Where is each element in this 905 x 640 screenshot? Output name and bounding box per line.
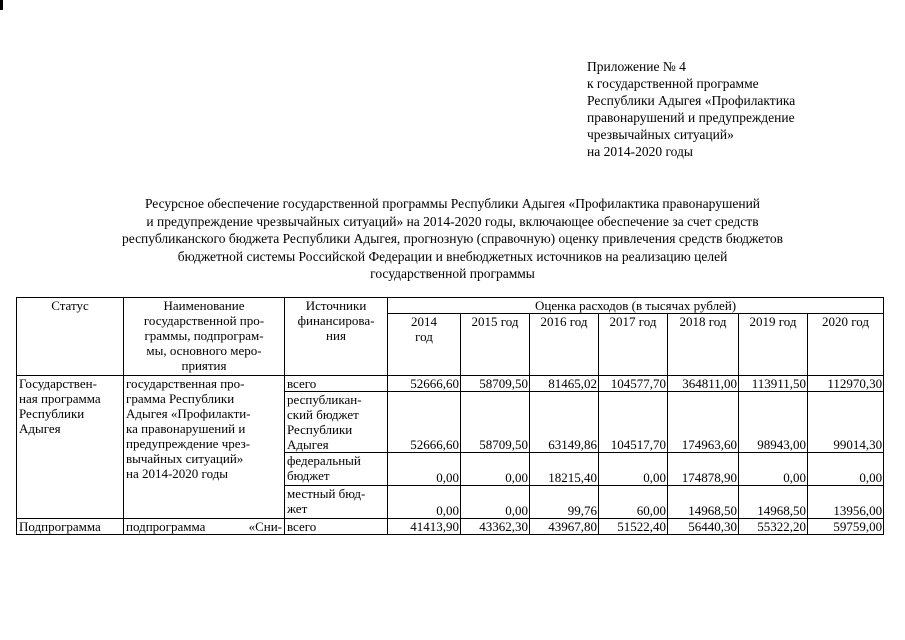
header-year-2019: 2019 год (739, 314, 808, 376)
value-cell: 58709,50 (461, 376, 530, 392)
value-cell: 51522,40 (599, 519, 668, 535)
value-cell: 0,00 (388, 453, 461, 486)
document-title: Ресурсное обеспечение государственной программы Республики Адыгея «Профилактика правонарушений и предупреждение чрезвычайных ситуаций» на 2014-2020 годы, включающее обеспечение за счет средств республиканского бюджета Республики Адыгея, прогнозную (справочную) оценку привлечения средств бюджетов бюджетной системы Российской Федерации и внебюджетных источников на реализацию целей государственной программы (121, 196, 784, 281)
value-cell: 174963,60 (668, 392, 739, 453)
value-cell: 56440,30 (668, 519, 739, 535)
value-cell: 13956,00 (808, 486, 884, 519)
source-total: всего (285, 376, 388, 392)
header-year-2016: 2016 год (530, 314, 599, 376)
subprogram-name: подпрограмма «Сни- (124, 519, 285, 535)
value-cell: 0,00 (388, 486, 461, 519)
value-cell: 43967,80 (530, 519, 599, 535)
header-name: Наименование государственной про- граммы, подпрограм- мы, основного меро- приятия (124, 298, 285, 376)
value-cell: 99014,30 (808, 392, 884, 453)
value-cell: 174878,90 (668, 453, 739, 486)
subprogram-source: всего (285, 519, 388, 535)
value-cell: 0,00 (461, 486, 530, 519)
program-status: Государствен- ная программа Республики Адыгея (17, 376, 124, 519)
value-cell: 60,00 (599, 486, 668, 519)
value-cell: 99,76 (530, 486, 599, 519)
resource-table (16, 297, 884, 535)
source-federal-budget: федеральный бюджет (285, 453, 388, 486)
header-year-2014: 2014 год (388, 314, 461, 376)
value-cell: 63149,86 (530, 392, 599, 453)
value-cell: 104577,70 (599, 376, 668, 392)
value-cell: 113911,50 (739, 376, 808, 392)
value-cell: 112970,30 (808, 376, 884, 392)
source-local-budget: местный бюд- жет (285, 486, 388, 519)
source-regional-budget: республикан- ский бюджет Республики Адыгея (285, 392, 388, 453)
value-cell: 55322,20 (739, 519, 808, 535)
header-year-2017: 2017 год (599, 314, 668, 376)
value-cell: 14968,50 (739, 486, 808, 519)
value-cell: 0,00 (739, 453, 808, 486)
value-cell: 43362,30 (461, 519, 530, 535)
value-cell: 41413,90 (388, 519, 461, 535)
header-year-2018: 2018 год (668, 314, 739, 376)
program-name: государственная про- грамма Республики Адыгея «Профилакти- ка правонарушений и предупреждение чрез- вычайных ситуаций» на 2014-2020 годы (124, 376, 285, 519)
value-cell: 52666,60 (388, 392, 461, 453)
value-cell: 81465,02 (530, 376, 599, 392)
table-row (17, 519, 884, 535)
header-status: Статус (17, 298, 124, 376)
scan-edge-mark (0, 0, 3, 10)
value-cell: 0,00 (808, 453, 884, 486)
table-row (17, 376, 884, 392)
value-cell: 59759,00 (808, 519, 884, 535)
value-cell: 52666,60 (388, 376, 461, 392)
header-source: Источники финансирова- ния (285, 298, 388, 376)
subprogram-status: Подпрограмма (17, 519, 124, 535)
header-row (17, 298, 884, 314)
value-cell: 104517,70 (599, 392, 668, 453)
header-year-2015: 2015 год (461, 314, 530, 376)
value-cell: 0,00 (461, 453, 530, 486)
header-year-2020: 2020 год (808, 314, 884, 376)
value-cell: 58709,50 (461, 392, 530, 453)
appendix-header: Приложение № 4 к государственной программе Республики Адыгея «Профилактика правонарушений и предупреждение чрезвычайных ситуаций» на 2014-2020 годы (587, 59, 796, 159)
header-estimate: Оценка расходов (в тысячах рублей) (388, 298, 884, 314)
value-cell: 18215,40 (530, 453, 599, 486)
value-cell: 0,00 (599, 453, 668, 486)
value-cell: 364811,00 (668, 376, 739, 392)
value-cell: 98943,00 (739, 392, 808, 453)
value-cell: 14968,50 (668, 486, 739, 519)
